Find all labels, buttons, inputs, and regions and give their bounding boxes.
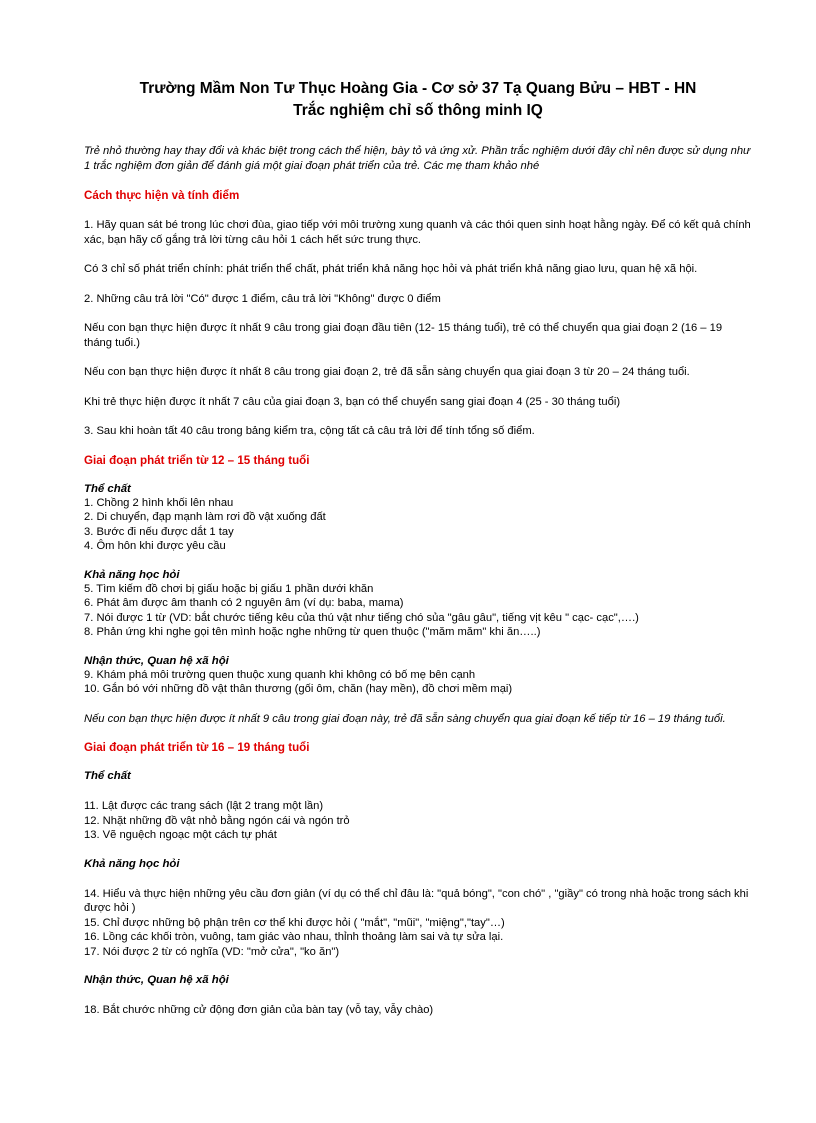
list-item: 6. Phát âm được âm thanh có 2 nguyên âm (ví dụ: baba, mama) xyxy=(84,597,404,609)
stage2-physical-title: Thể chất xyxy=(84,770,131,782)
stage1-learning-title: Khả năng học hỏi xyxy=(84,568,180,581)
list-item: 5. Tìm kiếm đồ chơi bị giấu hoặc bị giấu 1 phần dưới khăn xyxy=(84,582,374,595)
method-paragraph: Nếu con bạn thực hiện được ít nhất 9 câu trong giai đoạn đầu tiên (12- 15 tháng tuổi), trẻ có thể chuyển qua giai đoạn 2 (16 – 19 tháng tuổi.) xyxy=(84,322,723,349)
list-item: 2. Di chuyển, đạp mạnh làm rơi đồ vật xuống đất xyxy=(84,511,326,523)
stage1-social-list xyxy=(84,668,752,697)
stage1-heading: Giai đoạn phát triển từ 12 – 15 tháng tuổi xyxy=(84,453,310,467)
method-paragraphs xyxy=(84,218,752,439)
method-paragraph: 3. Sau khi hoàn tất 40 câu trong bảng kiểm tra, cộng tất cả câu trả lời để tính tổng số điểm. xyxy=(84,425,535,437)
document-page xyxy=(84,78,752,1018)
title-line-1: Trường Mầm Non Tư Thục Hoàng Gia - Cơ sở 37 Tạ Quang Bửu – HBT - HN xyxy=(139,80,697,97)
stage1-learning-list xyxy=(84,582,752,640)
stage2-physical-list xyxy=(84,799,752,843)
stage1-social-title: Nhận thức, Quan hệ xã hội xyxy=(84,654,229,667)
list-item: 4. Ôm hôn khi được yêu cầu xyxy=(84,540,226,552)
method-paragraph: Khi trẻ thực hiện được ít nhất 7 câu của giai đoạn 3, bạn có thể chuyển sang giai đoạn 4 (25 - 30 tháng tuổi) xyxy=(84,395,621,408)
stage2-social-title: Nhận thức, Quan hệ xã hội xyxy=(84,974,229,986)
list-item: 12. Nhặt những đồ vật nhỏ bằng ngón cái và ngón trỏ xyxy=(84,814,350,827)
list-item: 8. Phản ứng khi nghe gọi tên mình hoặc nghe những từ quen thuộc ("măm măm" khi ăn…..) xyxy=(84,626,541,638)
list-item: 1. Chồng 2 hình khối lên nhau xyxy=(84,496,234,509)
list-item: 17. Nói được 2 từ có nghĩa (VD: "mở cửa", "ko ăn") xyxy=(84,945,340,958)
stage1-physical-title: Thể chất xyxy=(84,482,131,495)
list-item: 13. Vẽ nguệch ngoạc một cách tự phát xyxy=(84,829,277,841)
stage1-physical-list xyxy=(84,496,752,554)
stage2-social-list xyxy=(84,1003,752,1018)
method-paragraph: Có 3 chỉ số phát triển chính: phát triển thể chất, phát triển khả năng học hỏi và phát triển khả năng giao lưu, quan hệ xã hội. xyxy=(84,263,698,275)
list-item: 7. Nói được 1 từ (VD: bắt chước tiếng kêu của thú vật như tiếng chó sủa "gâu gâu", tiếng vịt kêu " cạc- cạc",….) xyxy=(84,611,639,624)
list-item: 3. Bước đi nếu được dắt 1 tay xyxy=(84,525,234,538)
method-paragraph: 1. Hãy quan sát bé trong lúc chơi đùa, giao tiếp với môi trường xung quanh và các thói quen sinh hoạt hằng ngày. Để có kết quả chính xác, bạn hãy cố gắng trả lời từng câu hỏi 1 cách hết sức trung thực. xyxy=(84,219,751,246)
method-paragraph: Nếu con bạn thực hiện được ít nhất 8 câu trong giai đoạn 2, trẻ đã sẵn sàng chuyển qua giai đoạn 3 từ 20 – 24 tháng tuổi. xyxy=(84,366,690,378)
list-item: 15. Chỉ được những bộ phận trên cơ thể khi được hỏi ( "mắt", "mũi", "miệng","tay"…) xyxy=(84,916,505,929)
document-title xyxy=(84,78,752,122)
list-item: 18. Bắt chước những cử động đơn giản của bàn tay (vỗ tay, vẫy chào) xyxy=(84,1004,434,1016)
stage2-learning-list xyxy=(84,887,752,960)
stage2-learning-title: Khả năng học hỏi xyxy=(84,857,180,870)
method-paragraph: 2. Những câu trả lời "Có" được 1 điểm, câu trả lời "Không" được 0 điểm xyxy=(84,292,441,305)
list-item: 14. Hiểu và thực hiện những yêu cầu đơn giản (ví dụ có thể chỉ đâu là: "quả bóng", "con chó" , "giầy" có trong nhà hoặc trong sách khi được hỏi ) xyxy=(84,887,749,914)
title-line-2: Trắc nghiệm chỉ số thông minh IQ xyxy=(293,102,543,119)
list-item: 11. Lật được các trang sách (lật 2 trang một lần) xyxy=(84,800,324,812)
list-item: 10. Gắn bó với những đồ vật thân thương (gối ôm, chăn (hay mền), đồ chơi mềm mại) xyxy=(84,683,513,695)
stage1-note: Nếu con bạn thực hiện được ít nhất 9 câu trong giai đoạn này, trẻ đã sẵn sàng chuyển qua giai đoạn kế tiếp từ 16 – 19 tháng tuổi. xyxy=(84,712,726,725)
list-item: 16. Lồng các khối tròn, vuông, tam giác vào nhau, thỉnh thoảng làm sai và tự sửa lại. xyxy=(84,931,504,943)
list-item: 9. Khám phá môi trường quen thuộc xung quanh khi không có bố mẹ bên cạnh xyxy=(84,668,476,681)
intro-paragraph: Trẻ nhỏ thường hay thay đổi và khác biệt trong cách thể hiện, bày tỏ và ứng xử. Phần trắc nghiệm dưới đây chỉ nên được sử dụng như 1 trắc nghiệm đơn giản để đánh giá một giai đoạn phát triển của trẻ. Các mẹ tham khảo nhé xyxy=(84,145,751,172)
stage2-heading: Giai đoạn phát triển từ 16 – 19 tháng tuổi xyxy=(84,741,310,754)
method-heading: Cách thực hiện và tính điểm xyxy=(84,189,240,202)
